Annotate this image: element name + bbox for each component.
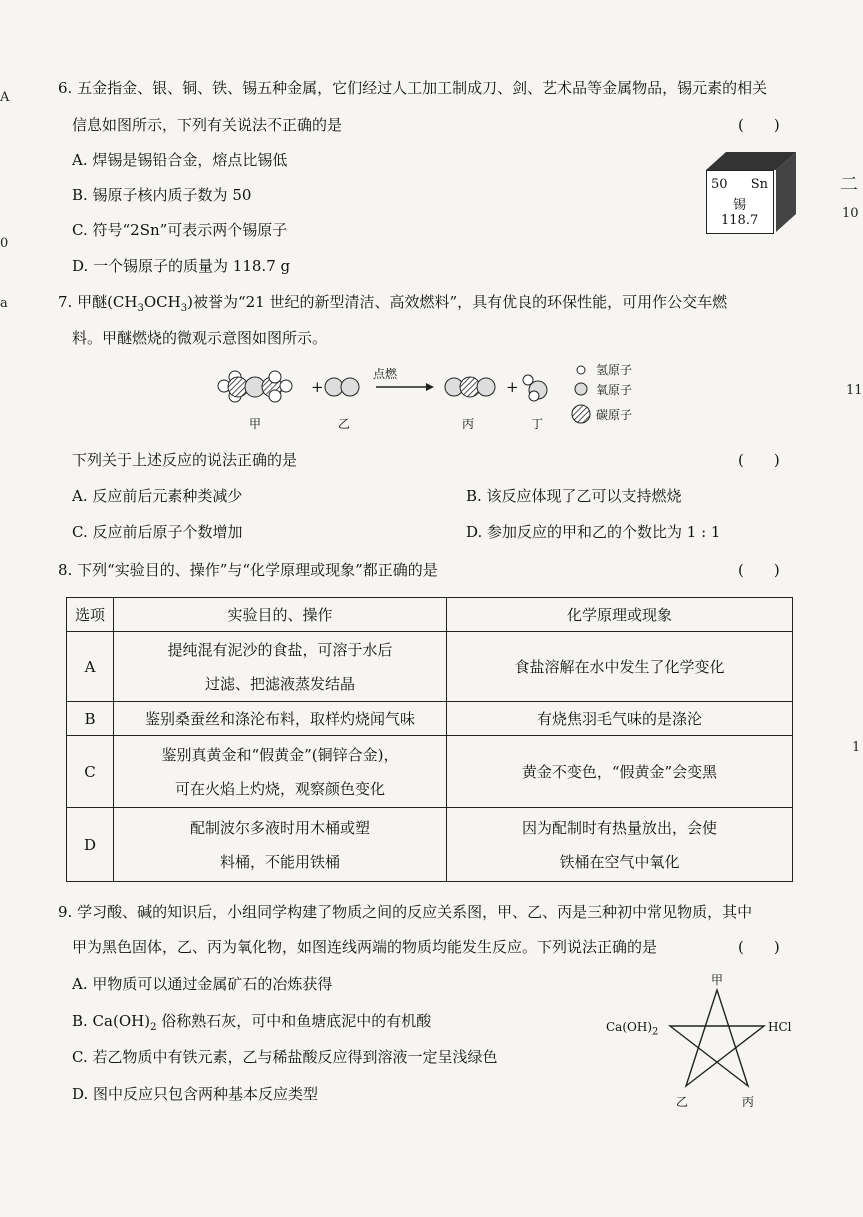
q7-stem-line1: 7. 甲醚$(CH_3OCH_3)$被誉为“21 世纪的新型清洁、高效燃料”，具有优良的环保性能，可用作公交车燃 [58,293,728,314]
star-bottom-right-label: 丙 [742,1095,755,1109]
q6-stem-line2: 信息如图所示，下列有关说法不正确的是 [72,116,343,134]
atomic-number: 50 [711,177,728,192]
table-row [67,632,793,702]
q6-answer-paren: ( ) [738,116,780,134]
q6-option-b[interactable]: B. 锡原子核内质子数为 50 [72,186,252,204]
q9-stem-line2: 甲为黑色固体，乙、丙为氧化物，如图连线两端的物质均能发生反应。下列说法正确的是 [72,938,658,956]
legend-hydrogen: 氢原子 [596,363,633,377]
combustion-reaction-diagram [200,358,660,438]
row-operation: 配制波尔多液时用木桶或塑 料桶，不能用铁桶 [114,808,447,882]
header-operation: 实验目的、操作 [114,598,447,632]
label-jia: 甲 [249,417,262,431]
star-top-label: 甲 [711,973,724,987]
row-principle: 有烧焦羽毛气味的是涤沦 [447,702,793,736]
table-header-row [67,598,793,632]
q7-option-b[interactable]: B. 该反应体现了乙可以支持燃烧 [466,487,682,505]
row-operation: 提纯混有泥沙的食盐，可溶于水后 过滤、把滤液蒸发结晶 [114,632,447,702]
tin-element-card [706,170,774,234]
header-principle: 化学原理或现象 [447,598,793,632]
q9-option-c[interactable]: C. 若乙物质中有铁元素，乙与稀盐酸反应得到溶液一定呈浅绿色 [72,1048,498,1066]
row-option: D [67,808,114,882]
row-option: C [67,736,114,808]
margin-mark: a [0,296,8,311]
label-yi: 乙 [338,417,351,431]
carbon-atom-icon [572,405,590,423]
plus-sign: + [311,378,324,396]
oxygen-atom-icon [575,383,587,395]
reaction-condition: 点燃 [373,367,398,381]
table-row [67,702,793,736]
margin-mark: 10 [842,206,859,221]
experiment-table [66,597,793,882]
q7-stem-line2: 料。甲醚燃烧的微观示意图如图所示。 [72,329,328,347]
row-principle: 因为配制时有热量放出，会使 铁桶在空气中氧化 [447,808,793,882]
carbon-dioxide-molecule [445,377,495,397]
margin-mark: 1 [852,740,861,755]
q9-stem-line1: 9. 学习酸、碱的知识后，小组同学构建了物质之间的反应关系图，甲、乙、丙是三种初中常见物质，其中 [58,903,753,921]
reaction-star-diagram [668,988,778,1092]
row-operation: 鉴别真黄金和“假黄金”(铜锌合金)， 可在火焰上灼烧，观察颜色变化 [114,736,447,808]
q8-stem: 8. 下列“实验目的、操作”与“化学原理或现象”都正确的是 [58,561,438,579]
row-operation: 鉴别桑蚕丝和涤沦布料，取样灼烧闻气味 [114,702,447,736]
q9-option-a[interactable]: A. 甲物质可以通过金属矿石的冶炼获得 [72,975,333,993]
star-right-label: HCl [768,1020,792,1034]
legend-oxygen: 氧原子 [596,383,633,397]
row-principle: 食盐溶解在水中发生了化学变化 [447,632,793,702]
star-bottom-left-label: 乙 [676,1095,689,1109]
star-left-label: $Ca(OH)_2$ [606,1020,659,1038]
label-ding: 丁 [531,417,544,431]
row-option: B [67,702,114,736]
plus-sign: + [506,378,519,396]
q7-option-d[interactable]: D. 参加反应的甲和乙的个数比为 1 : 1 [466,523,721,541]
q9-answer-paren: ( ) [738,938,780,956]
q7-option-a[interactable]: A. 反应前后元素种类减少 [72,487,243,505]
margin-mark: 0 [0,236,9,251]
label-bing: 丙 [462,417,475,431]
q8-answer-paren: ( ) [738,561,780,579]
dimethyl-ether-molecule [218,371,292,402]
margin-mark: A [0,90,10,105]
q7-question: 下列关于上述反应的说法正确的是 [72,451,298,469]
q7-answer-paren: ( ) [738,451,780,469]
q9-option-b[interactable]: B. $Ca(OH)_2$ 俗称熟石灰，可中和鱼塘底泥中的有机酸 [72,1012,432,1033]
water-molecule [523,375,547,401]
q6-stem-line1: 6. 五金指金、银、铜、铁、锡五种金属，它们经过人工加工制成刀、剑、艺术品等金属物品，锡元素的相关 [58,79,768,97]
row-option: A [67,632,114,702]
hydrogen-atom-icon [577,366,585,374]
margin-mark: 二 [840,174,858,195]
table-row [67,736,793,808]
legend-carbon: 碳原子 [596,408,633,422]
table-row [67,808,793,882]
q9-option-d[interactable]: D. 图中反应只包含两种基本反应类型 [72,1085,319,1103]
row-principle: 黄金不变色，“假黄金”会变黑 [447,736,793,808]
header-option: 选项 [67,598,114,632]
q6-option-a[interactable]: A. 焊锡是锡铅合金，熔点比锡低 [72,151,288,169]
q6-option-d[interactable]: D. 一个锡原子的质量为 118.7 g [72,257,291,275]
q6-option-c[interactable]: C. 符号“2Sn”可表示两个锡原子 [72,221,288,239]
element-name: 锡 [733,198,747,213]
margin-mark: 11 [846,383,863,398]
element-symbol: Sn [750,177,768,192]
atomic-mass: 118.7 [721,213,759,228]
q7-option-c[interactable]: C. 反应前后原子个数增加 [72,523,243,541]
oxygen-molecule [325,378,359,396]
